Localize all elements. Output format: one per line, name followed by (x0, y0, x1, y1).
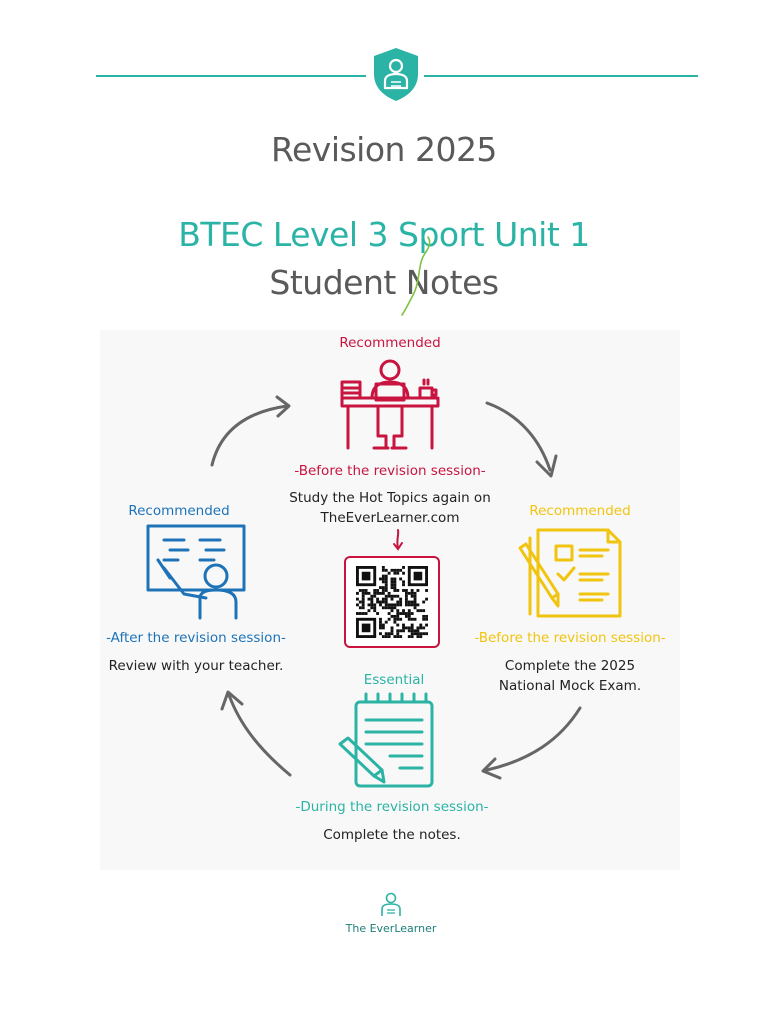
qr-module (399, 635, 402, 638)
qr-module (391, 615, 394, 618)
qr-module (399, 601, 402, 604)
qr-module (382, 606, 385, 609)
everlearner-logo-icon (379, 892, 403, 918)
qr-module (402, 609, 405, 612)
bottom-tag: Essential (363, 672, 425, 688)
qr-module (385, 598, 388, 601)
qr-module (419, 635, 422, 638)
qr-module (422, 615, 425, 618)
qr-module (425, 632, 428, 635)
qr-module (402, 566, 405, 569)
down-arrow-icon (391, 528, 405, 552)
qr-module (382, 566, 385, 569)
qr-module (393, 618, 396, 621)
qr-module (414, 592, 417, 595)
qr-module (399, 603, 402, 606)
qr-module (408, 618, 411, 621)
qr-module (362, 595, 365, 598)
qr-pattern (356, 566, 428, 638)
qr-module (396, 629, 399, 632)
qr-module (385, 606, 388, 609)
qr-module (373, 595, 376, 598)
qr-module (405, 598, 408, 601)
qr-module (393, 615, 396, 618)
arrow-bottom-left (229, 695, 290, 775)
right-desc-line1: Complete the 2025 (504, 658, 636, 674)
qr-module (422, 618, 425, 621)
qr-module (370, 598, 373, 601)
right-description (470, 656, 670, 696)
qr-module (370, 606, 373, 609)
qr-module (382, 569, 385, 572)
qr-module (393, 589, 396, 592)
qr-module (411, 603, 414, 606)
qr-module (382, 589, 385, 592)
qr-module (391, 629, 394, 632)
qr-module (405, 592, 408, 595)
footer-brand: The EverLearner (345, 922, 437, 935)
qr-module (362, 601, 365, 604)
qr-module (419, 626, 422, 629)
qr-module (396, 615, 399, 618)
qr-module (411, 589, 414, 592)
qr-module (362, 606, 365, 609)
qr-module (362, 603, 365, 606)
qr-module (408, 615, 411, 618)
qr-module (416, 629, 419, 632)
qr-module (396, 624, 399, 627)
qr-module (393, 586, 396, 589)
qr-module (385, 603, 388, 606)
qr-module (411, 632, 414, 635)
qr-module (382, 624, 385, 627)
qr-module (402, 612, 405, 615)
qr-module (396, 618, 399, 621)
qr-module (411, 624, 414, 627)
qr-module (370, 603, 373, 606)
qr-module (356, 592, 359, 595)
qr-module (399, 598, 402, 601)
qr-module (399, 618, 402, 621)
qr-module (385, 589, 388, 592)
qr-module (396, 603, 399, 606)
notes-title: Student Notes (269, 263, 499, 302)
qr-module (385, 583, 388, 586)
qr-module (402, 629, 405, 632)
left-phase: -After the revision session- (106, 630, 286, 646)
exam-paper-icon (516, 524, 628, 620)
qr-module (414, 632, 417, 635)
qr-module (385, 632, 388, 635)
qr-module (405, 589, 408, 592)
qr-module (402, 580, 405, 583)
qr-module (368, 592, 371, 595)
qr-module (388, 612, 391, 615)
qr-module (388, 603, 391, 606)
qr-module (399, 629, 402, 632)
qr-module (416, 635, 419, 638)
qr-module (391, 586, 394, 589)
qr-module (393, 595, 396, 598)
qr-module (411, 635, 414, 638)
qr-module (416, 609, 419, 612)
qr-module (411, 629, 414, 632)
qr-module (388, 635, 391, 638)
right-phase: -Before the revision session- (474, 630, 666, 646)
qr-module (396, 572, 399, 575)
qr-module (368, 598, 371, 601)
page-title: Revision 2025 (271, 130, 497, 169)
qr-module (408, 609, 411, 612)
qr-module (382, 592, 385, 595)
qr-module (399, 612, 402, 615)
qr-module (385, 601, 388, 604)
qr-module (405, 612, 408, 615)
qr-module (391, 606, 394, 609)
qr-module (388, 572, 391, 575)
arrow-top-left (212, 406, 287, 465)
teacher-whiteboard-icon (144, 522, 248, 620)
qr-module (382, 635, 385, 638)
qr-module (356, 603, 359, 606)
top-phase: -Before the revision session- (294, 463, 486, 479)
qr-module (356, 598, 359, 601)
qr-module (385, 578, 388, 581)
qr-module (402, 572, 405, 575)
qr-module (393, 621, 396, 624)
qr-module (396, 635, 399, 638)
qr-module (411, 612, 414, 615)
qr-module (408, 601, 411, 604)
qr-finder (414, 572, 423, 581)
qr-module (391, 626, 394, 629)
qr-module (385, 595, 388, 598)
qr-module (379, 578, 382, 581)
qr-module (376, 592, 379, 595)
qr-module (411, 595, 414, 598)
qr-module (393, 578, 396, 581)
qr-module (405, 615, 408, 618)
qr-module (379, 586, 382, 589)
qr-module (422, 609, 425, 612)
qr-module (365, 592, 368, 595)
qr-module (396, 601, 399, 604)
qr-module (425, 615, 428, 618)
qr-module (368, 603, 371, 606)
qr-module (388, 592, 391, 595)
qr-module (391, 595, 394, 598)
qr-module (408, 603, 411, 606)
qr-module (382, 598, 385, 601)
qr-module (376, 601, 379, 604)
qr-module (414, 629, 417, 632)
qr-module (379, 624, 382, 627)
qr-module (382, 580, 385, 583)
qr-module (382, 586, 385, 589)
qr-module (373, 609, 376, 612)
qr-module (408, 612, 411, 615)
qr-module (379, 601, 382, 604)
qr-code[interactable] (344, 556, 440, 648)
qr-module (408, 592, 411, 595)
qr-module (414, 601, 417, 604)
qr-module (359, 612, 362, 615)
qr-module (419, 632, 422, 635)
qr-module (408, 629, 411, 632)
qr-module (385, 621, 388, 624)
qr-module (359, 589, 362, 592)
qr-module (382, 578, 385, 581)
qr-module (385, 635, 388, 638)
left-tag: Recommended (128, 503, 230, 519)
qr-module (393, 572, 396, 575)
qr-module (391, 583, 394, 586)
qr-module (414, 595, 417, 598)
qr-module (376, 589, 379, 592)
qr-module (405, 601, 408, 604)
qr-module (391, 632, 394, 635)
qr-module (416, 632, 419, 635)
bottom-phase: -During the revision session- (295, 799, 489, 815)
arrow-top-right (487, 403, 550, 470)
qr-module (393, 583, 396, 586)
qr-module (362, 612, 365, 615)
qr-module (385, 580, 388, 583)
bottom-description: Complete the notes. (323, 827, 461, 843)
qr-module (370, 595, 373, 598)
qr-module (405, 603, 408, 606)
qr-module (379, 603, 382, 606)
qr-module (391, 580, 394, 583)
qr-module (402, 589, 405, 592)
qr-module (402, 624, 405, 627)
top-description (270, 488, 510, 528)
qr-module (396, 632, 399, 635)
qr-module (402, 583, 405, 586)
top-desc-line1: Study the Hot Topics again on (289, 490, 491, 506)
qr-module (382, 601, 385, 604)
right-desc-line2: National Mock Exam. (498, 678, 642, 694)
left-description: Review with your teacher. (108, 658, 284, 674)
qr-module (425, 624, 428, 627)
qr-module (416, 603, 419, 606)
qr-module (373, 589, 376, 592)
top-tag: Recommended (339, 335, 441, 351)
qr-module (359, 601, 362, 604)
qr-finder (362, 624, 371, 633)
course-title: BTEC Level 3 Sport Unit 1 (178, 215, 590, 254)
qr-module (396, 589, 399, 592)
qr-module (411, 592, 414, 595)
qr-module (414, 618, 417, 621)
qr-module (422, 632, 425, 635)
qr-module (425, 618, 428, 621)
qr-module (411, 618, 414, 621)
qr-module (405, 595, 408, 598)
qr-module (396, 595, 399, 598)
qr-module (419, 609, 422, 612)
qr-module (385, 569, 388, 572)
qr-module (373, 592, 376, 595)
right-tag: Recommended (529, 503, 631, 519)
qr-module (393, 569, 396, 572)
qr-module (419, 624, 422, 627)
qr-module (359, 606, 362, 609)
qr-module (356, 612, 359, 615)
qr-module (368, 609, 371, 612)
qr-module (393, 635, 396, 638)
qr-module (388, 618, 391, 621)
qr-module (422, 626, 425, 629)
qr-module (399, 569, 402, 572)
qr-module (391, 578, 394, 581)
qr-module (388, 632, 391, 635)
qr-module (376, 612, 379, 615)
student-at-desk-icon (338, 358, 442, 450)
qr-module (370, 601, 373, 604)
qr-module (391, 598, 394, 601)
qr-module (373, 603, 376, 606)
top-desc-line2: TheEverLearner.com (320, 510, 460, 526)
qr-finder (362, 572, 371, 581)
qr-module (425, 598, 428, 601)
qr-module (379, 626, 382, 629)
qr-module (379, 592, 382, 595)
qr-module (362, 589, 365, 592)
qr-module (414, 598, 417, 601)
qr-module (416, 589, 419, 592)
qr-module (393, 603, 396, 606)
qr-module (411, 626, 414, 629)
qr-module (422, 601, 425, 604)
qr-module (414, 603, 417, 606)
qr-module (393, 606, 396, 609)
qr-module (388, 595, 391, 598)
qr-module (402, 626, 405, 629)
qr-module (425, 589, 428, 592)
qr-module (373, 606, 376, 609)
qr-module (393, 580, 396, 583)
qr-module (414, 606, 417, 609)
qr-module (399, 578, 402, 581)
qr-module (396, 609, 399, 612)
qr-module (391, 609, 394, 612)
qr-module (362, 592, 365, 595)
arrow-bottom-right (487, 708, 580, 770)
qr-module (388, 606, 391, 609)
qr-module (385, 575, 388, 578)
qr-module (391, 603, 394, 606)
qr-module (365, 589, 368, 592)
qr-module (396, 612, 399, 615)
qr-module (382, 626, 385, 629)
qr-module (416, 626, 419, 629)
notepad-pencil-icon (336, 690, 436, 790)
qr-module (408, 626, 411, 629)
qr-module (385, 586, 388, 589)
qr-module (376, 598, 379, 601)
qr-module (391, 569, 394, 572)
qr-module (379, 621, 382, 624)
qr-module (365, 612, 368, 615)
qr-module (382, 575, 385, 578)
qr-module (379, 618, 382, 621)
qr-module (379, 632, 382, 635)
qr-module (362, 598, 365, 601)
qr-module (411, 601, 414, 604)
qr-module (408, 635, 411, 638)
qr-module (396, 569, 399, 572)
qr-module (405, 626, 408, 629)
